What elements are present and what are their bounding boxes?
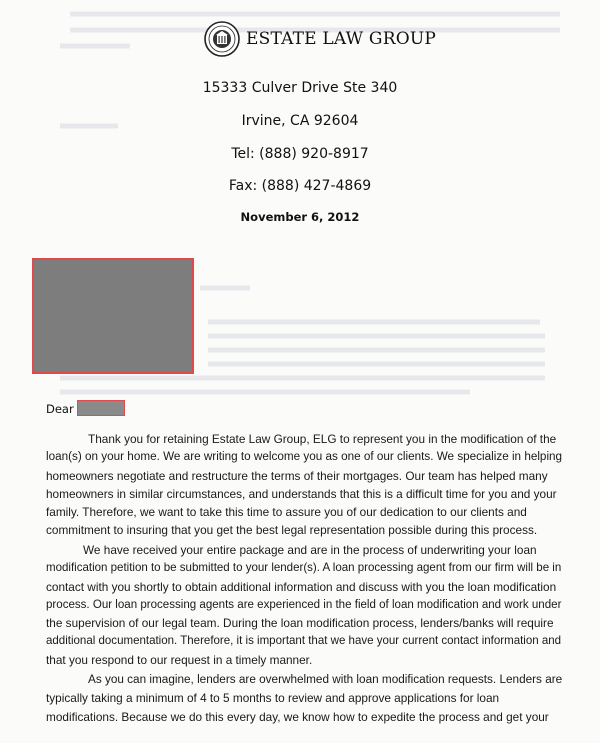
salutation-text: Dear bbox=[46, 402, 74, 416]
paragraph-line: family. Therefore, we want to take this time to assure you of our dedication to our clients and bbox=[46, 505, 527, 520]
paragraph-line: typically taking a minimum of 4 to 5 months to review and approve applications for loan bbox=[46, 691, 500, 706]
paragraph-line: homeowners in similar circumstances, and understands that this is a difficult time for you and your bbox=[46, 486, 557, 501]
letter-date: November 6, 2012 bbox=[240, 210, 360, 224]
paragraph-line: We have received your entire package and are in the process of underwriting your loan bbox=[83, 543, 537, 557]
redacted-recipient-address bbox=[32, 258, 194, 374]
paragraph-line: additional documentation. Therefore, it is important that we have your current contact information and bbox=[46, 635, 562, 648]
paragraph-line: modifications. Because we do this every day, we know how to expedite the process and get your bbox=[46, 709, 549, 724]
paragraph-line: the supervision of our legal team. During the loan modification process, lenders/banks will require bbox=[46, 616, 554, 631]
fax-number: Fax: (888) 427-4869 bbox=[228, 178, 372, 194]
paragraph-line: homeowners negotiate and restructure the terms of their mortgages. Our team has helped many bbox=[46, 468, 548, 483]
paragraph-line: process. Our loan processing agents are experienced in the field of loan modification and work under bbox=[46, 598, 562, 611]
body-paragraph-2 bbox=[46, 541, 562, 669]
paragraph-line: As you can imagine, lenders are overwhelmed with loan modification requests. Lenders are bbox=[88, 673, 563, 686]
paragraph-line: Thank you for retaining Estate Law Group, ELG to represent you in the modification of the bbox=[88, 432, 557, 446]
firm-seal-icon bbox=[204, 21, 240, 57]
phone-number: Tel: (888) 920-8917 bbox=[231, 146, 369, 162]
firm-logo bbox=[204, 20, 437, 60]
salutation bbox=[46, 400, 125, 416]
paragraph-line: that you respond to our request in a timely manner. bbox=[46, 652, 313, 667]
paragraph-line: modification petition to be submitted to your lender(s). A loan processing agent from our firm will be in bbox=[46, 562, 562, 575]
firm-name: ESTATE LAW GROUP bbox=[246, 29, 437, 49]
paragraph-line: contact with you shortly to obtain additional information and discuss with you the loan modification bbox=[46, 579, 557, 594]
paragraph-line: loan(s) on your home. We are writing to welcome you as one of our clients. We specialize in helping bbox=[46, 450, 563, 464]
paragraph-line: commitment to insuring that you get the best legal representation possible during this process. bbox=[46, 523, 538, 538]
address-line-1: 15333 Culver Drive Ste 340 bbox=[202, 80, 398, 96]
redacted-recipient-name bbox=[77, 400, 125, 416]
body-paragraph-1 bbox=[46, 430, 562, 540]
body-paragraph-3 bbox=[46, 671, 562, 726]
address-line-2: Irvine, CA 92604 bbox=[241, 113, 359, 129]
